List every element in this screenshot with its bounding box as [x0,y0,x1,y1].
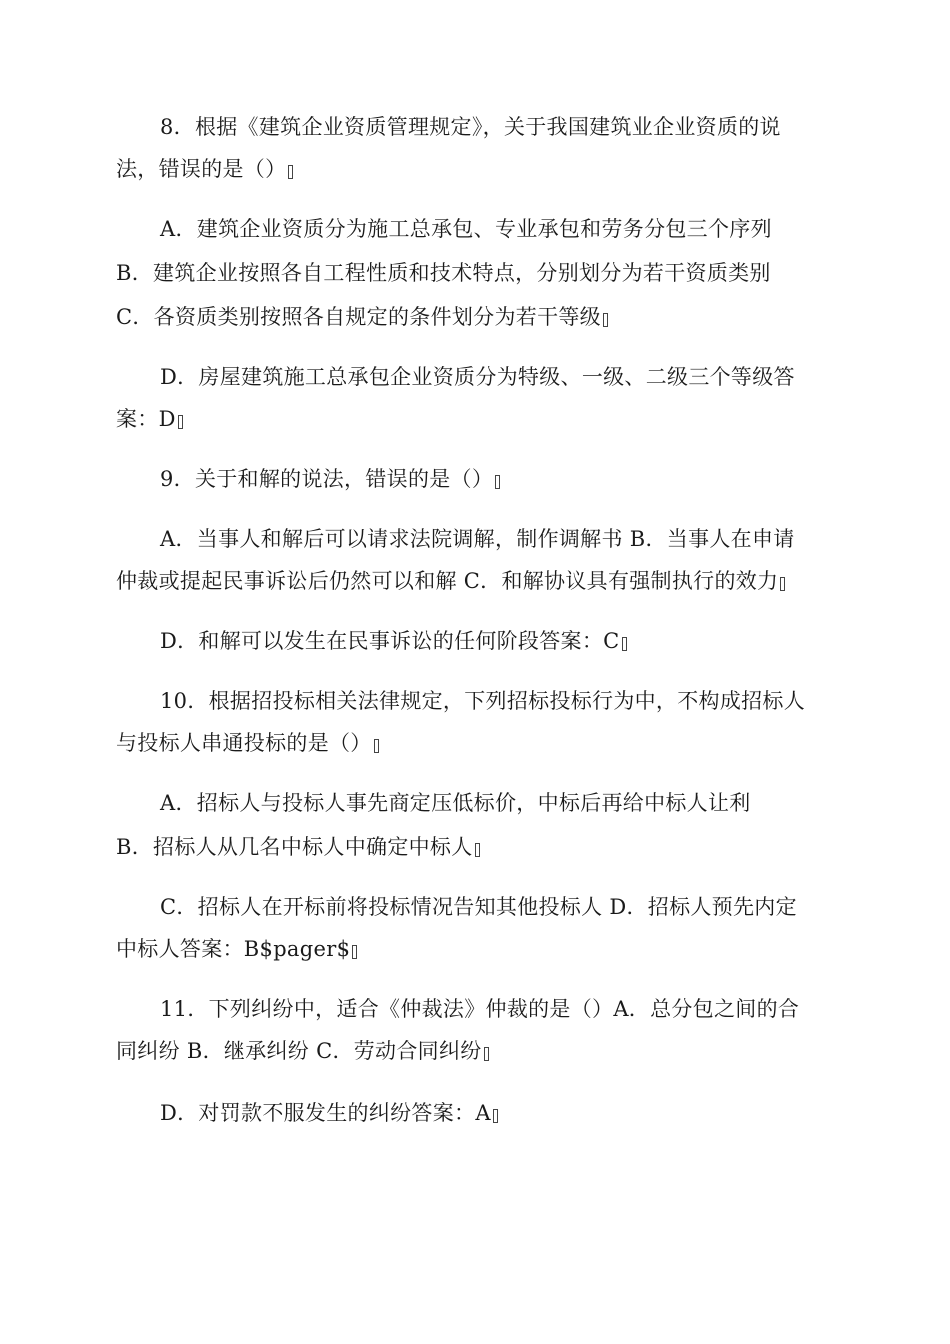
q8-stem-line1: 8．根据《建筑企业资质管理规定》，关于我国建筑业企业资质的说 [160,115,781,139]
q8-option-d-line1: D．房屋建筑施工总承包企业资质分为特级、一级、二级三个等级答 [160,365,795,389]
q11-stem-line1: 11．下列纠纷中，适合《仲裁法》仲裁的是（）A．总分包之间的合 [160,997,800,1021]
q8-option-b: B．建筑企业按照各自工程性质和技术特点，分别划分为若干资质类别 [116,261,771,285]
q9-options-line2: 仲裁或提起民事诉讼后仍然可以和解 C．和解协议具有强制执行的效力 [116,568,785,594]
missing-glyph-box [374,739,379,753]
q8-stem-line2: 法，错误的是（） [116,156,293,182]
q10-stem-line1: 10．根据招投标相关法律规定，下列招标投标行为中，不构成招标人 [160,689,806,713]
q8-option-d-line2: 案：D [116,406,183,432]
missing-glyph-box [780,577,785,591]
q11-option-d: D．对罚款不服发生的纠纷答案：A [160,1100,498,1126]
missing-glyph-box [603,313,608,327]
q10-options-cd-line1: C．招标人在开标前将投标情况告知其他投标人 D．招标人预先内定 [160,895,797,919]
missing-glyph-box [484,1047,489,1061]
q9-option-d: D．和解可以发生在民事诉讼的任何阶段答案：C [160,628,627,654]
q8-option-c: C．各资质类别按照各自规定的条件划分为若干等级 [116,304,608,330]
missing-glyph-box [352,945,357,959]
missing-glyph-box [178,415,183,429]
missing-glyph-box [493,1109,498,1123]
q10-option-a: A．招标人与投标人事先商定压低标价，中标后再给中标人让利 [160,791,751,815]
missing-glyph-box [495,475,500,489]
q9-stem: 9．关于和解的说法，错误的是（） [160,466,500,492]
q11-stem-line2: 同纠纷 B．继承纠纷 C．劳动合同纠纷 [116,1038,489,1064]
missing-glyph-box [288,165,293,179]
missing-glyph-box [475,843,480,857]
q8-option-a: A．建筑企业资质分为施工总承包、专业承包和劳务分包三个序列 [160,217,772,241]
q10-option-b: B．招标人从几名中标人中确定中标人 [116,834,480,860]
q10-stem-line2: 与投标人串通投标的是（） [116,730,379,756]
missing-glyph-box [622,637,627,651]
q10-options-cd-line2: 中标人答案：B$pager$ [116,936,357,962]
q9-options-line1: A．当事人和解后可以请求法院调解，制作调解书 B．当事人在申请 [160,527,795,551]
